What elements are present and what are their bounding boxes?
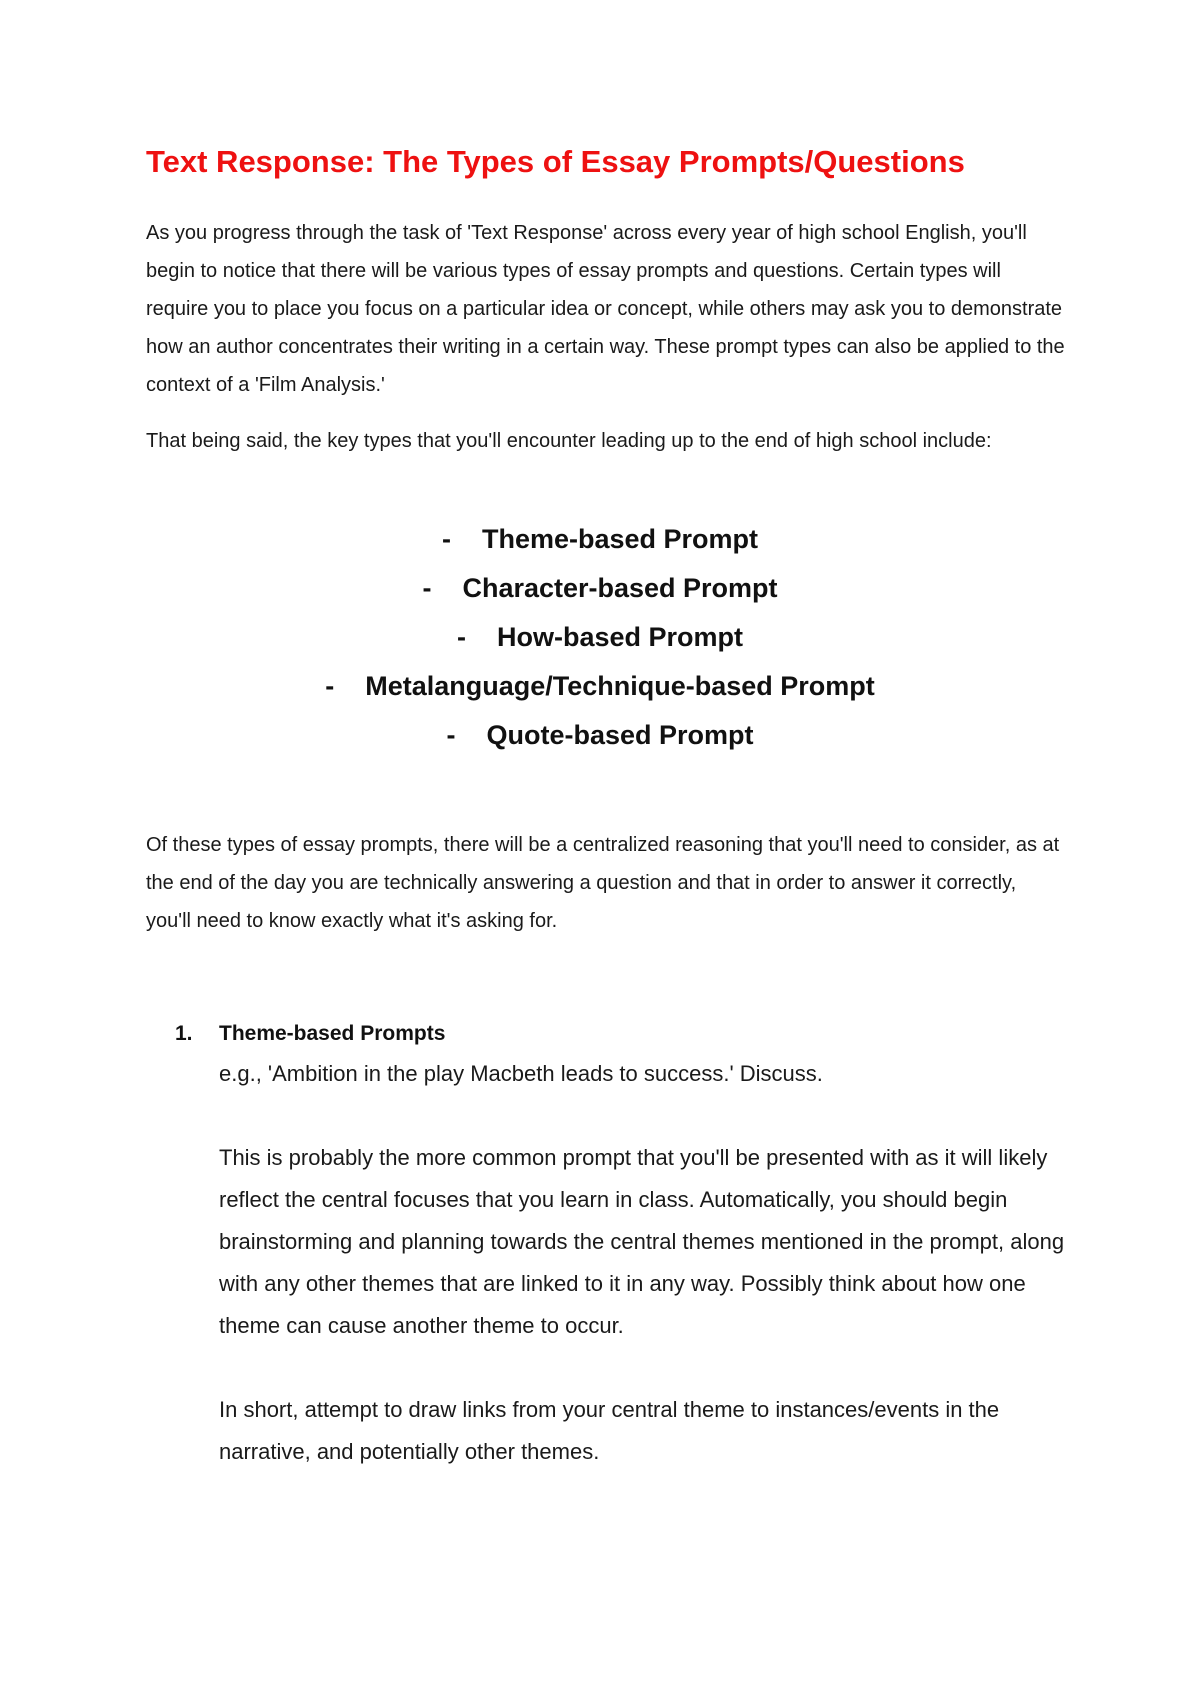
lead-in-paragraph: That being said, the key types that you'll encounter leading up to the end of high school include: [146, 430, 992, 452]
section-paragraph-1: This is probably the more common prompt that you'll be presented with as it will likely reflect the central focuses that you learn in class. Automatically, you should begin brainstorming and planning towards the central themes mentioned in the prompt, along with any other themes that are linked to it in any way. Possibly think about how one theme can cause another theme to occur. [219, 1145, 1065, 1338]
section-heading: Theme-based Prompts [219, 1022, 446, 1045]
list-item [0, 613, 1200, 662]
section-content [219, 1053, 1075, 1473]
spacer [219, 1095, 1075, 1137]
section-paragraph-2: In short, attempt to draw links from your central theme to instances/events in the narrative, and potentially other themes. [219, 1397, 1000, 1464]
prompt-type-label: Metalanguage/Technique-based Prompt [365, 671, 875, 701]
spacer [219, 1347, 1075, 1389]
bullet-dash: - [422, 573, 432, 603]
page-title: Text Response: The Types of Essay Prompts/Questions [146, 144, 965, 179]
list-item [0, 711, 1200, 760]
list-item [0, 662, 1200, 711]
list-item [0, 515, 1200, 564]
bullet-dash: - [441, 524, 451, 554]
example-prompt: e.g., 'Ambition in the play Macbeth leads to success.' Discuss. [219, 1061, 823, 1086]
bullet-dash: - [325, 671, 335, 701]
list-item [0, 564, 1200, 613]
theme-based-section [175, 1015, 1075, 1473]
reasoning-paragraph: Of these types of essay prompts, there will be a centralized reasoning that you'll need to consider, as at the end of the day you are technically answering a question and that in order to answer it correctly, you'll need to know exactly what it's asking for. [146, 834, 1060, 932]
prompt-type-label: Character-based Prompt [462, 573, 778, 603]
prompt-types-list [0, 515, 1200, 760]
bullet-dash: - [446, 720, 456, 750]
intro-paragraph: As you progress through the task of 'Text Response' across every year of high school English, you'll begin to notice that there will be various types of essay prompts and questions. Certain types will require you to place you focus on a particular idea or concept, while others may ask you to demonstrate how an author concentrates their writing in a certain way. These prompt types can also be applied to the context of a 'Film Analysis.' [146, 222, 1065, 396]
prompt-type-label: Quote-based Prompt [486, 720, 754, 750]
section-heading-row [175, 1015, 1075, 1053]
bullet-dash: - [456, 622, 466, 652]
prompt-type-label: How-based Prompt [496, 622, 744, 652]
section-number: 1. [175, 1022, 193, 1045]
prompt-type-label: Theme-based Prompt [481, 524, 759, 554]
